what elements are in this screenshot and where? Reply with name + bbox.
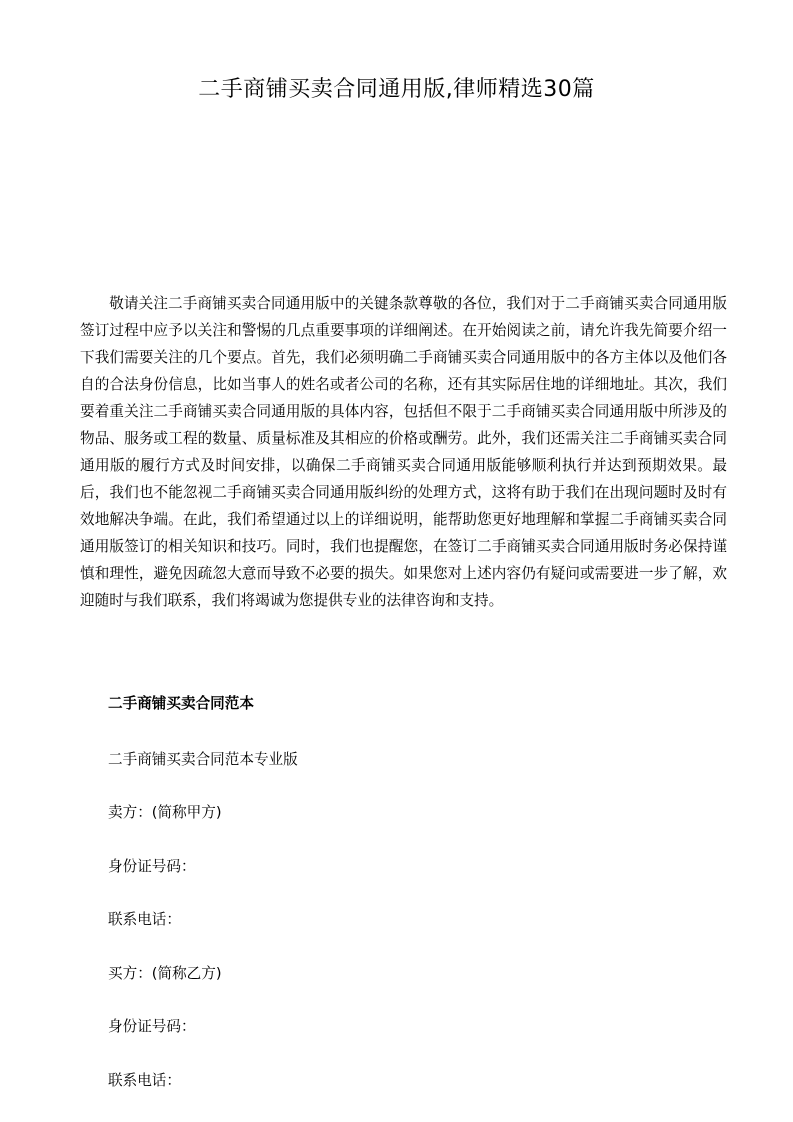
buyer-id-label: 身份证号码：: [108, 1018, 196, 1035]
contract-subtitle: 二手商铺买卖合同范本专业版: [108, 751, 298, 768]
intro-paragraph: 敬请关注二手商铺买卖合同通用版中的关键条款尊敬的各位，我们对于二手商铺买卖合同通用版签订过程中应予以关注和警惕的几点重要事项的详细阐述。在开始阅读之前，请允许我先简要介绍一下我们需要关注的几个要点。首先，我们必须明确二手商铺买卖合同通用版中的各方主体以及他们各自的合法身份信息，比如当事人的姓名或者公司的名称，还有其实际居住地的详细地址。其次，我们要着重关注二手商铺买卖合同通用版的具体内容，包括但不限于二手商铺买卖合同通用版中所涉及的物品、服务或工程的数量、质量标准及其相应的价格或酬劳。此外，我们还需关注二手商铺买卖合同通用版的履行方式及时间安排，以确保二手商铺买卖合同通用版能够顺利执行并达到预期效果。最后，我们也不能忽视二手商铺买卖合同通用版纠纷的处理方式，这将有助于我们在出现问题时及时有效地解决争端。在此，我们希望通过以上的详细说明，能帮助您更好地理解和掌握二手商铺买卖合同通用版签订的相关知识和技巧。同时，我们也提醒您，在签订二手商铺买卖合同通用版时务必保持谨慎和理性，避免因疏忽大意而导致不必要的损失。如果您对上述内容仍有疑问或需要进一步了解，欢迎随时与我们联系，我们将竭诚为您提供专业的法律咨询和支持。: [80, 295, 727, 609]
document-title: 二手商铺买卖合同通用版,律师精选30篇: [198, 77, 595, 102]
seller-phone-label: 联系电话：: [108, 911, 181, 928]
buyer-label: 买方：(简称乙方): [108, 965, 222, 982]
seller-label: 卖方：(简称甲方): [108, 804, 222, 821]
buyer-phone-label: 联系电话：: [108, 1072, 181, 1089]
section-heading: 二手商铺买卖合同范本: [108, 695, 254, 712]
seller-id-label: 身份证号码：: [108, 858, 196, 875]
